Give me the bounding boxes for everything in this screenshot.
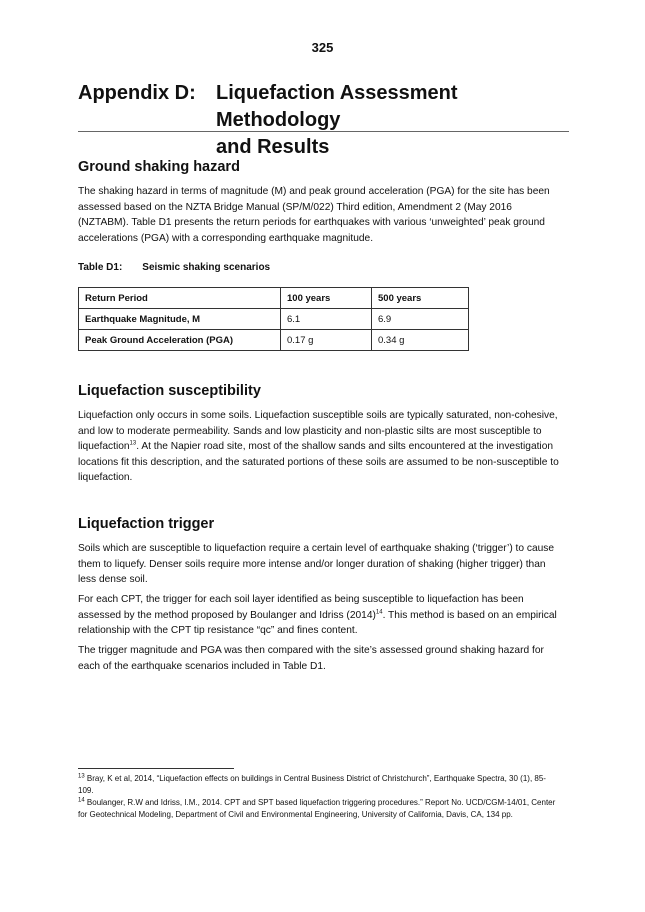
paragraph-susceptibility: Liquefaction only occurs in some soils. Liquefaction susceptible soils are typically saturated, non-cohesive, and low to moderate permeability. Sands and low plasticity and non-plastic silts are most susceptible to liquefaction$^{13}$. At the Napier road site, most of the shallow sands and silts encountered at the investigation locations fit this description, and the saturated portions of these soils are assumed to be non-susceptible to liquefaction. (78, 410, 559, 483)
table-header-cell: 500 years (372, 288, 469, 309)
table-row (79, 309, 469, 330)
table-caption-label: Table D1: (78, 262, 123, 273)
paragraph-trigger-1: Soils which are susceptible to liquefaction require a certain level of earthquake shaking (‘trigger’) to cause them to liquefy. Denser soils require more intense and/or longer duration of shaking (higher trigger) than less dense soil. (78, 543, 555, 585)
paragraph-trigger-2: For each CPT, the trigger for each soil layer identified as being susceptible to liquefaction has been assessed by the method proposed by Boulanger and Idriss $(2014)^{14}$. This method is based on an empirical relationship with the CPT tip resistance “qc” and fines content. (78, 594, 557, 636)
section-heading-ground-shaking: Ground shaking hazard (78, 159, 240, 175)
table-cell: 6.1 (281, 309, 372, 330)
appendix-title-line2: and Results (216, 136, 330, 158)
seismic-scenarios-table (78, 287, 469, 351)
footnote-13: $^{13}$ Bray, K et al, 2014, “Liquefaction effects on buildings in Central Business District of Christchurch”, Earthquake Spectra, 30 (1), 85-109. (78, 773, 546, 795)
title-rule (78, 131, 569, 132)
table-header-cell: 100 years (281, 288, 372, 309)
footnote-rule (78, 768, 234, 769)
appendix-title-line1: Liquefaction Assessment Methodology (216, 82, 458, 131)
footnote-ref-14: 14 (375, 609, 383, 616)
footnote-14: $^{14}$ Boulanger, R.W and Idriss, I.M., 2014. CPT and SPT based liquefaction triggering procedures.” Report No. UCD/CGM-14/01, Center for Geotechnical Modeling, Department of Civil and Environmental Engineering, University of California, Davis, CA, 134 pp. (78, 797, 556, 819)
table-cell: 0.34 g (372, 330, 469, 351)
table-row (79, 330, 469, 351)
paragraph-ground-shaking: The shaking hazard in terms of magnitude (M) and peak ground acceleration (PGA) for the site has been assessed based on the NZTA Bridge Manual (SP/M/022) Third edition, Amendment 2 (May 2016 (NZTABM). Table D1 presents the return periods for earthquakes with various ‘unweighted’ peak ground accelerations (PGA) with a corresponding earthquake magnitude. (78, 186, 550, 244)
page-number: 325 (311, 40, 334, 55)
footnote-ref-13: 13 (129, 440, 137, 447)
table-header-cell: Return Period (79, 288, 281, 309)
table-header-row (79, 288, 469, 309)
appendix-label: Appendix D: (78, 82, 196, 104)
table-cell: Earthquake Magnitude, M (79, 309, 281, 330)
paragraph-trigger-3: The trigger magnitude and PGA was then compared with the site’s assessed ground shaking hazard for each of the earthquake scenarios included in Table D1. (78, 645, 544, 672)
appendix-title (216, 80, 576, 161)
table-cell: 6.9 (372, 309, 469, 330)
table-caption-title: Seismic shaking scenarios (142, 262, 271, 273)
table-cell: 0.17 g (281, 330, 372, 351)
table-caption (78, 262, 270, 273)
section-heading-susceptibility: Liquefaction susceptibility (78, 383, 261, 399)
table-cell: Peak Ground Acceleration (PGA) (79, 330, 281, 351)
section-heading-trigger: Liquefaction trigger (78, 516, 215, 532)
